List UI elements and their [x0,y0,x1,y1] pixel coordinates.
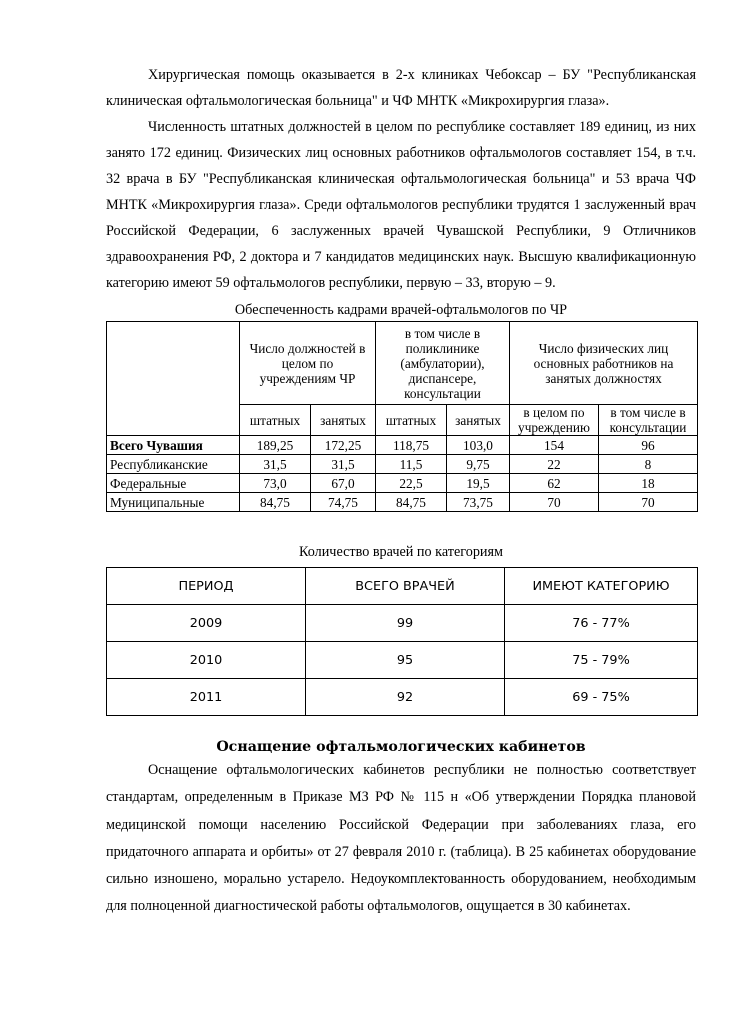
table1-header-persons: Число физических лиц основных работников на занятых должностях [510,322,698,405]
table-row [107,474,698,493]
table-row [107,679,698,716]
table-cell: 189,25 [240,436,311,455]
row-label: Всего Чувашия [107,436,240,455]
header-period: ПЕРИОД [107,568,306,605]
staffing-table [106,321,698,512]
table-row [107,455,698,474]
table1-subheader-total-inst: в целом по учреждению [510,405,599,436]
table-cell: 9,75 [447,455,510,474]
table-cell: 96 [599,436,698,455]
row-label: Федеральные [107,474,240,493]
header-have-category: ИМЕЮТ КАТЕГОРИЮ [505,568,698,605]
row-label: Муниципальные [107,493,240,512]
table-cell: 31,5 [240,455,311,474]
table-row [107,493,698,512]
table-cell: 62 [510,474,599,493]
table-cell: 74,75 [311,493,376,512]
paragraph-surgical-care: Хирургическая помощь оказывается в 2-х клиниках Чебоксар – БУ "Республиканская клиническая офтальмологическая больница" и ЧФ МНТК «Микрохирургия глаза». [106,67,696,109]
table-cell: 84,75 [240,493,311,512]
table-cell: 31,5 [311,455,376,474]
table-cell: 8 [599,455,698,474]
table1-subheader-staff2: штатных [376,405,447,436]
table-cell: 22,5 [376,474,447,493]
table-row [107,436,698,455]
table-cell: 73,75 [447,493,510,512]
table-cell: 73,0 [240,474,311,493]
table-cell: 92 [306,679,505,716]
table-cell: 69 - 75% [505,679,698,716]
section-heading-equipment: Оснащение офтальмологических кабинетов [216,739,586,755]
table-cell: 95 [306,642,505,679]
table1-header-positions: Число должностей в целом по учреждениям ЧР [240,322,376,405]
table-cell: 118,75 [376,436,447,455]
document-page [106,62,696,921]
table-cell: 172,25 [311,436,376,455]
header-total-doctors: ВСЕГО ВРАЧЕЙ [306,568,505,605]
paragraph-equipment: Оснащение офтальмологических кабинетов республики не полностью соответствует стандартам, определенным в Приказе МЗ РФ № 115 н «Об утверждении Порядка плановой медицинской помощи населению Российской Федерации при заболеваниях глаза, его придаточного аппарата и орбиты» от 27 февраля 2010 г. (таблица). В 25 кабинетах оборудование сильно изношено, морально устарело. Недоукомплектованность оборудованием, необходимым для полноценной диагностической работы офтальмологов, ощущается в 30 кабинетах. [106,762,696,915]
table-cell: 11,5 [376,455,447,474]
table1-subheader-incl-consult: в том числе в консультации [599,405,698,436]
table-cell: 75 - 79% [505,642,698,679]
table-cell: 84,75 [376,493,447,512]
table1-corner-cell [107,322,240,436]
table2-caption: Количество врачей по категориям [298,544,504,560]
table-cell: 103,0 [447,436,510,455]
table-cell: 99 [306,605,505,642]
table-row [107,605,698,642]
table-cell: 2011 [107,679,306,716]
table-cell: 70 [599,493,698,512]
table1-subheader-occupied: занятых [311,405,376,436]
table-cell: 2009 [107,605,306,642]
table-cell: 70 [510,493,599,512]
table1-header-polyclinic: в том числе в поликлинике (амбулатории), диспансере, консультации [376,322,510,405]
table-cell: 22 [510,455,599,474]
table-row [107,642,698,679]
categories-table [106,567,698,716]
table-header-row [107,568,698,605]
table-cell: 19,5 [447,474,510,493]
table1-subheader-staff: штатных [240,405,311,436]
table1-caption: Обеспеченность кадрами врачей-офтальмологов по ЧР [234,302,568,318]
row-label: Республиканские [107,455,240,474]
table-cell: 76 - 77% [505,605,698,642]
table-cell: 154 [510,436,599,455]
table-cell: 18 [599,474,698,493]
table-cell: 67,0 [311,474,376,493]
table-cell: 2010 [107,642,306,679]
table1-subheader-occupied2: занятых [447,405,510,436]
paragraph-staffing: Численность штатных должностей в целом по республике составляет 189 единиц, из них занято 172 единиц. Физических лиц основных работников офтальмологов составляет 154, в т.ч. 32 врача в БУ "Республиканская клиническая офтальмологическая больница" и 53 врача ЧФ МНТК «Микрохирургия глаза». Среди офтальмологов республики трудятся 1 заслуженный врач Российской Федерации, 6 заслуженных врачей Чувашской Республики, 9 Отличников здравоохранения РФ, 2 доктора и 7 кандидатов медицинских наук. Высшую квалификационную категорию имеют 59 офтальмологов республики, первую – 33, вторую – 9. [106,119,696,291]
